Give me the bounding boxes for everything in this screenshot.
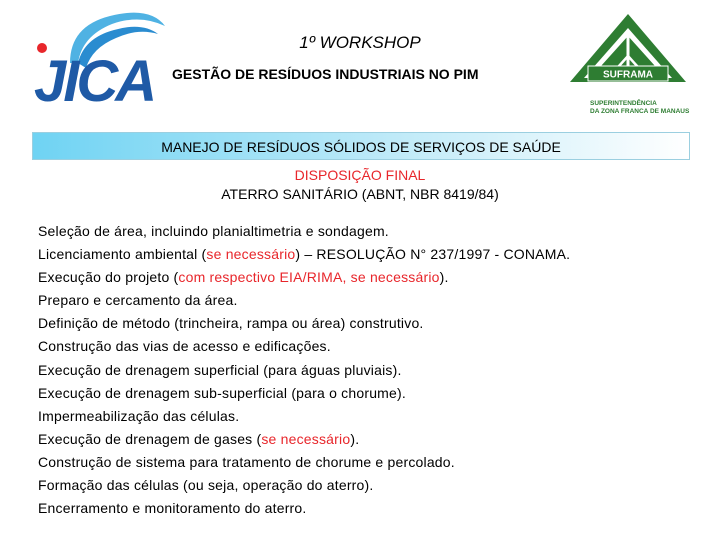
suframa-subtitle (590, 100, 700, 116)
list-item: Execução do projeto (com respectivo EIA/RIMA, se necessário). (38, 269, 449, 286)
section-heading-red: DISPOSIÇÃO FINAL (294, 167, 426, 183)
workshop-title: 1º WORKSHOP (299, 33, 421, 52)
list-item: Execução de drenagem de gases (se necessário). (38, 430, 360, 447)
section-banner (32, 132, 690, 160)
list-item: Definição de método (trincheira, rampa ou área) construtivo. (38, 315, 424, 332)
banner-text: MANEJO DE RESÍDUOS SÓLIDOS DE SERVIÇOS DE SAÚDE (161, 139, 561, 155)
suframa-subtitle-line2: DA ZONA FRANCA DE MANAUS (590, 108, 690, 115)
jica-logo-text: JICA (34, 49, 155, 114)
suframa-logo-text: SUFRAMA (603, 69, 653, 81)
list-item: Execução de drenagem sub-superficial (para o chorume). (38, 384, 406, 401)
list-item: Construção de sistema para tratamento de chorume e percolado. (38, 453, 455, 470)
suframa-subtitle-line1: SUPERINTENDÊNCIA (590, 100, 657, 107)
steps-list (38, 220, 708, 520)
list-item: Preparo e cercamento da área. (38, 292, 238, 309)
list-item: Construção das vias de acesso e edificações. (38, 338, 331, 355)
list-item: Execução de drenagem superficial (para águas pluviais). (38, 361, 402, 378)
workshop-subtitle: GESTÃO DE RESÍDUOS INDUSTRIAIS NO PIM (172, 66, 479, 82)
list-item: Licenciamento ambiental (se necessário) – RESOLUÇÃO N° 237/1997 - CONAMA. (38, 246, 571, 263)
list-item: Seleção de área, incluindo planialtimetria e sondagem. (38, 223, 389, 239)
list-item: Impermeabilização das células. (38, 407, 240, 424)
list-item: Encerramento e monitoramento do aterro. (38, 500, 307, 517)
section-heading-black: ATERRO SANITÁRIO (ABNT, NBR 8419/84) (221, 186, 499, 202)
list-item: Formação das células (ou seja, operação do aterro). (38, 477, 374, 494)
